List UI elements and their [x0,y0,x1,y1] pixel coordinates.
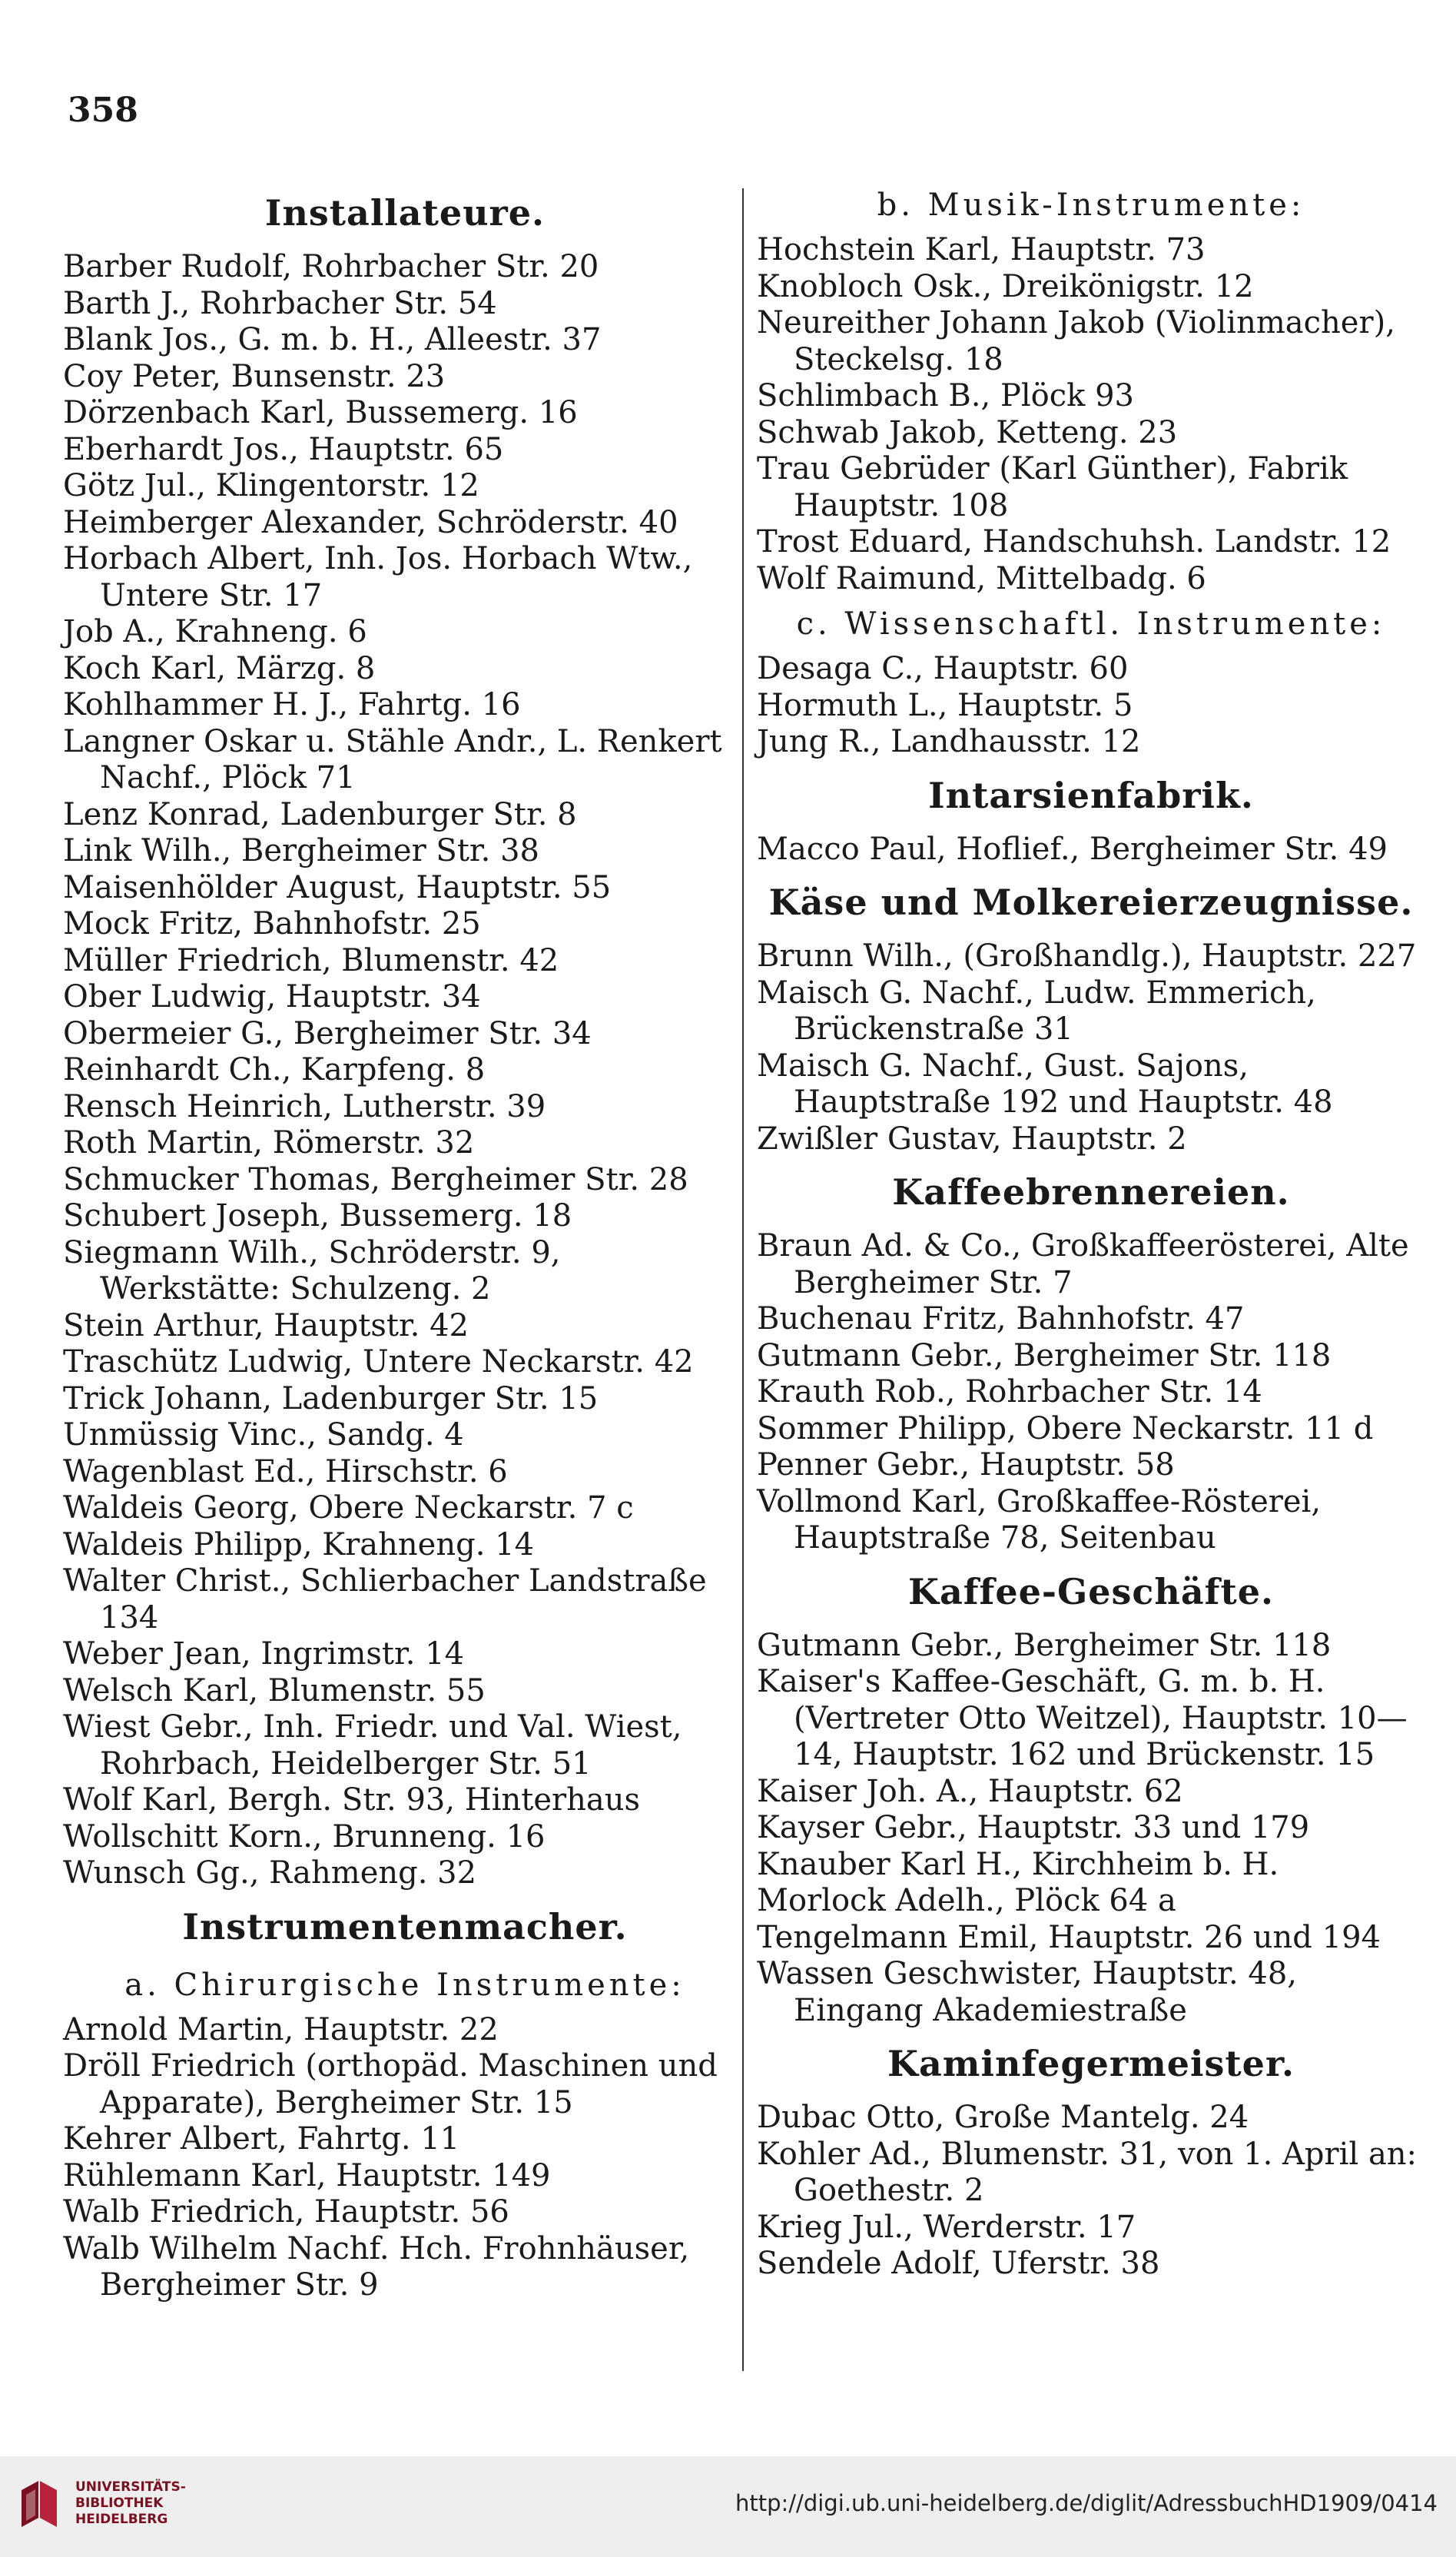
directory-section [63,1903,747,2304]
directory-entry: Dubac Otto, Große Mantelg. 24 [757,2100,1249,2135]
directory-entry: Maisenhölder August, Hauptstr. 55 [63,869,612,905]
directory-entry: Mock Fritz, Bahnhofstr. 25 [63,906,481,941]
directory-entry: Coy Peter, Bunsenstr. 23 [63,358,446,394]
directory-entry: Braun Ad. & Co., Großkaffeerösterei, Alte Bergheimer Str. 7 [757,1228,1409,1300]
directory-entry: Obermeier G., Bergheimer Str. 34 [63,1015,592,1051]
directory-entry: Wagenblast Ed., Hirschstr. 6 [63,1453,508,1489]
directory-entry: Walter Christ., Schlierbacher Landstraße 134 [63,1563,707,1635]
entry-list [757,232,1425,597]
subsection-heading: a. Chirurgische Instrumente: [124,1967,685,2003]
entry-list [63,2012,747,2304]
directory-entry: Waldeis Philipp, Krahneng. 14 [63,1526,535,1562]
directory-entry: Penner Gebr., Hauptstr. 58 [757,1447,1175,1483]
directory-entry: Wassen Geschwister, Hauptstr. 48, Eingang Akademiestraße [757,1956,1298,2028]
directory-entry: Kayser Gebr., Hauptstr. 33 und 179 [757,1810,1310,1845]
directory-entry: Ober Ludwig, Hauptstr. 34 [63,979,481,1014]
directory-entry: Vollmond Karl, Großkaffee-Rösterei, Hauptstraße 78, Seitenbau [757,1483,1322,1556]
section-heading: Kaffee-Geschäfte. [907,1570,1274,1612]
directory-entry: Kohler Ad., Blumenstr. 31, von 1. April an: Goethestr. 2 [757,2136,1418,2208]
directory-entry: Wollschitt Korn., Brunneng. 16 [63,1818,546,1855]
directory-entry: Walb Wilhelm Nachf. Hch. Frohnhäuser, Bergheimer Str. 9 [63,2230,690,2303]
directory-entry: Schmucker Thomas, Bergheimer Str. 28 [63,1161,688,1197]
directory-entry: Neureither Johann Jakob (Violinmacher), Steckelsg. 18 [757,305,1395,377]
directory-entry: Waldeis Georg, Obere Neckarstr. 7 c [63,1490,634,1526]
directory-entry: Trick Johann, Ladenburger Str. 15 [63,1380,599,1416]
directory-entry: Rühlemann Karl, Hauptstr. 149 [63,2157,551,2193]
directory-entry: Buchenau Fritz, Bahnhofstr. 47 [757,1301,1245,1337]
subsection-heading: b. Musik-Instrumente: [877,188,1305,223]
directory-section [757,1568,1425,2030]
logo-line: BIBLIOTHEK [75,2496,164,2511]
logo-line: HEIDELBERG [75,2512,168,2527]
section-heading: Kaffeebrennereien. [892,1171,1290,1213]
directory-entry: Kaiser Joh. A., Hauptstr. 62 [757,1773,1183,1809]
column-right [757,178,1425,2283]
directory-entry: Macco Paul, Hoflief., Bergheimer Str. 49 [757,831,1388,867]
entry-list [757,1228,1425,1557]
section-heading: Intarsienfabrik. [928,774,1254,816]
directory-entry: Welsch Karl, Blumenstr. 55 [63,1672,486,1709]
directory-section [757,2040,1425,2283]
entry-list [757,938,1425,1157]
directory-section [63,189,747,1892]
subsection-heading: c. Wissenschaftl. Instrumente: [796,606,1386,642]
directory-entry: Maisch G. Nachf., Gust. Sajons, Hauptstraße 192 und Hauptstr. 48 [757,1048,1333,1120]
directory-entry: Horbach Albert, Inh. Jos. Horbach Wtw., Untere Str. 17 [63,541,693,613]
logo-line: UNIVERSITÄTS- [75,2479,186,2495]
directory-entry: Weber Jean, Ingrimstr. 14 [63,1636,465,1672]
directory-entry: Gutmann Gebr., Bergheimer Str. 118 [757,1337,1332,1373]
directory-entry: Dörzenbach Karl, Bussemerg. 16 [63,395,578,430]
directory-entry: Hochstein Karl, Hauptstr. 73 [757,232,1206,267]
directory-entry: Heimberger Alexander, Schröderstr. 40 [63,504,678,540]
entry-list [63,249,747,1892]
directory-section [757,183,1425,761]
directory-entry: Wolf Raimund, Mittelbadg. 6 [757,560,1206,596]
directory-entry: Schubert Joseph, Bussemerg. 18 [63,1198,572,1234]
column-divider [742,188,744,2371]
directory-entry: Hormuth L., Hauptstr. 5 [757,687,1133,723]
directory-entry: Barth J., Rohrbacher Str. 54 [63,285,497,321]
directory-entry: Kohlhammer H. J., Fahrtg. 16 [63,687,521,722]
directory-entry: Lenz Konrad, Ladenburger Str. 8 [63,796,577,832]
directory-entry: Jung R., Landhausstr. 12 [757,724,1141,759]
section-heading: Käse und Molkereierzeugnisse. [768,882,1414,923]
directory-entry: Desaga C., Hauptstr. 60 [757,651,1129,686]
directory-entry: Müller Friedrich, Blumenstr. 42 [63,942,559,978]
page-number: 358 [68,91,138,130]
directory-entry: Blank Jos., G. m. b. H., Alleestr. 37 [63,322,602,357]
directory-entry: Götz Jul., Klingentorstr. 12 [63,468,479,503]
directory-section [757,878,1425,1157]
directory-entry: Job A., Krahneng. 6 [63,614,367,649]
directory-entry: Sommer Philipp, Obere Neckarstr. 11 d [757,1410,1374,1446]
entry-list [757,832,1425,868]
column-left [63,178,747,2304]
entry-list [757,651,1425,761]
directory-entry: Langner Oskar u. Stähle Andr., L. Renkert Nachf., Plöck 71 [63,723,722,795]
directory-entry: Sendele Adolf, Uferstr. 38 [757,2246,1160,2281]
library-logo-icon [15,2476,61,2532]
directory-entry: Barber Rudolf, Rohrbacher Str. 20 [63,249,599,284]
directory-entry: Wolf Karl, Bergh. Str. 93, Hinterhaus [63,1782,641,1818]
directory-entry: Maisch G. Nachf., Ludw. Emmerich, Brückenstraße 31 [757,975,1316,1047]
directory-entry: Schlimbach B., Plöck 93 [757,378,1134,413]
directory-entry: Brunn Wilh., (Großhandlg.), Hauptstr. 227 [757,938,1417,974]
directory-entry: Kehrer Albert, Fahrtg. 11 [63,2121,460,2157]
directory-entry: Eberhardt Jos., Hauptstr. 65 [63,431,504,467]
section-heading: Installateure. [264,192,546,234]
directory-entry: Wiest Gebr., Inh. Friedr. und Val. Wiest, Rohrbach, Heidelberger Str. 51 [63,1709,682,1782]
footer-bar [0,2456,1456,2557]
directory-entry: Stein Arthur, Hauptstr. 42 [63,1307,469,1343]
directory-entry: Zwißler Gustav, Hauptstr. 2 [757,1121,1187,1157]
entry-list [757,1628,1425,2030]
directory-entry: Unmüssig Vinc., Sandg. 4 [63,1417,464,1453]
section-heading: Instrumentenmacher. [182,1905,628,1948]
section-heading: Kaminfegermeister. [887,2043,1295,2084]
directory-entry: Siegmann Wilh., Schröderstr. 9, Werkstätte: Schulzeng. 2 [63,1234,561,1307]
directory-entry: Arnold Martin, Hauptstr. 22 [63,2011,499,2047]
directory-entry: Tengelmann Emil, Hauptstr. 26 und 194 [757,1919,1381,1955]
directory-entry: Traschütz Ludwig, Untere Neckarstr. 42 [63,1344,694,1380]
directory-section [757,772,1425,868]
directory-entry: Krieg Jul., Werderstr. 17 [757,2209,1136,2245]
directory-entry: Link Wilh., Bergheimer Str. 38 [63,833,539,868]
entry-list [757,2100,1425,2283]
directory-entry: Gutmann Gebr., Bergheimer Str. 118 [757,1627,1332,1663]
directory-entry: Roth Martin, Römerstr. 32 [63,1125,475,1161]
directory-section [757,1168,1425,1557]
directory-entry: Trau Gebrüder (Karl Günther), Fabrik Hauptstr. 108 [757,451,1348,523]
directory-entry: Koch Karl, Märzg. 8 [63,650,376,686]
library-logo-text [75,2479,186,2528]
directory-entry: Morlock Adelh., Plöck 64 a [757,1883,1176,1918]
directory-entry: Kaiser's Kaffee-Geschäft, G. m. b. H. (Vertreter Otto Weitzel), Hauptstr. 10—14, Hauptstr. 162 und Brückenstr. 15 [757,1664,1408,1772]
directory-entry: Krauth Rob., Rohrbacher Str. 14 [757,1374,1262,1410]
directory-entry: Trost Eduard, Handschuhsh. Landstr. 12 [757,524,1391,560]
directory-entry: Reinhardt Ch., Karpfeng. 8 [63,1052,486,1088]
directory-entry: Knauber Karl H., Kirchheim b. H. [757,1846,1279,1882]
directory-entry: Schwab Jakob, Ketteng. 23 [757,414,1178,450]
directory-entry: Walb Friedrich, Hauptstr. 56 [63,2194,509,2230]
directory-entry: Rensch Heinrich, Lutherstr. 39 [63,1088,546,1124]
directory-entry: Knobloch Osk., Dreikönigstr. 12 [757,268,1254,304]
directory-entry: Dröll Friedrich (orthopäd. Maschinen und Apparate), Bergheimer Str. 15 [63,2048,718,2120]
footer-url-link[interactable]: http://digi.ub.uni-heidelberg.de/diglit/AdressbuchHD1909/0414 [735,2490,1438,2516]
directory-entry: Wunsch Gg., Rahmeng. 32 [63,1855,477,1891]
